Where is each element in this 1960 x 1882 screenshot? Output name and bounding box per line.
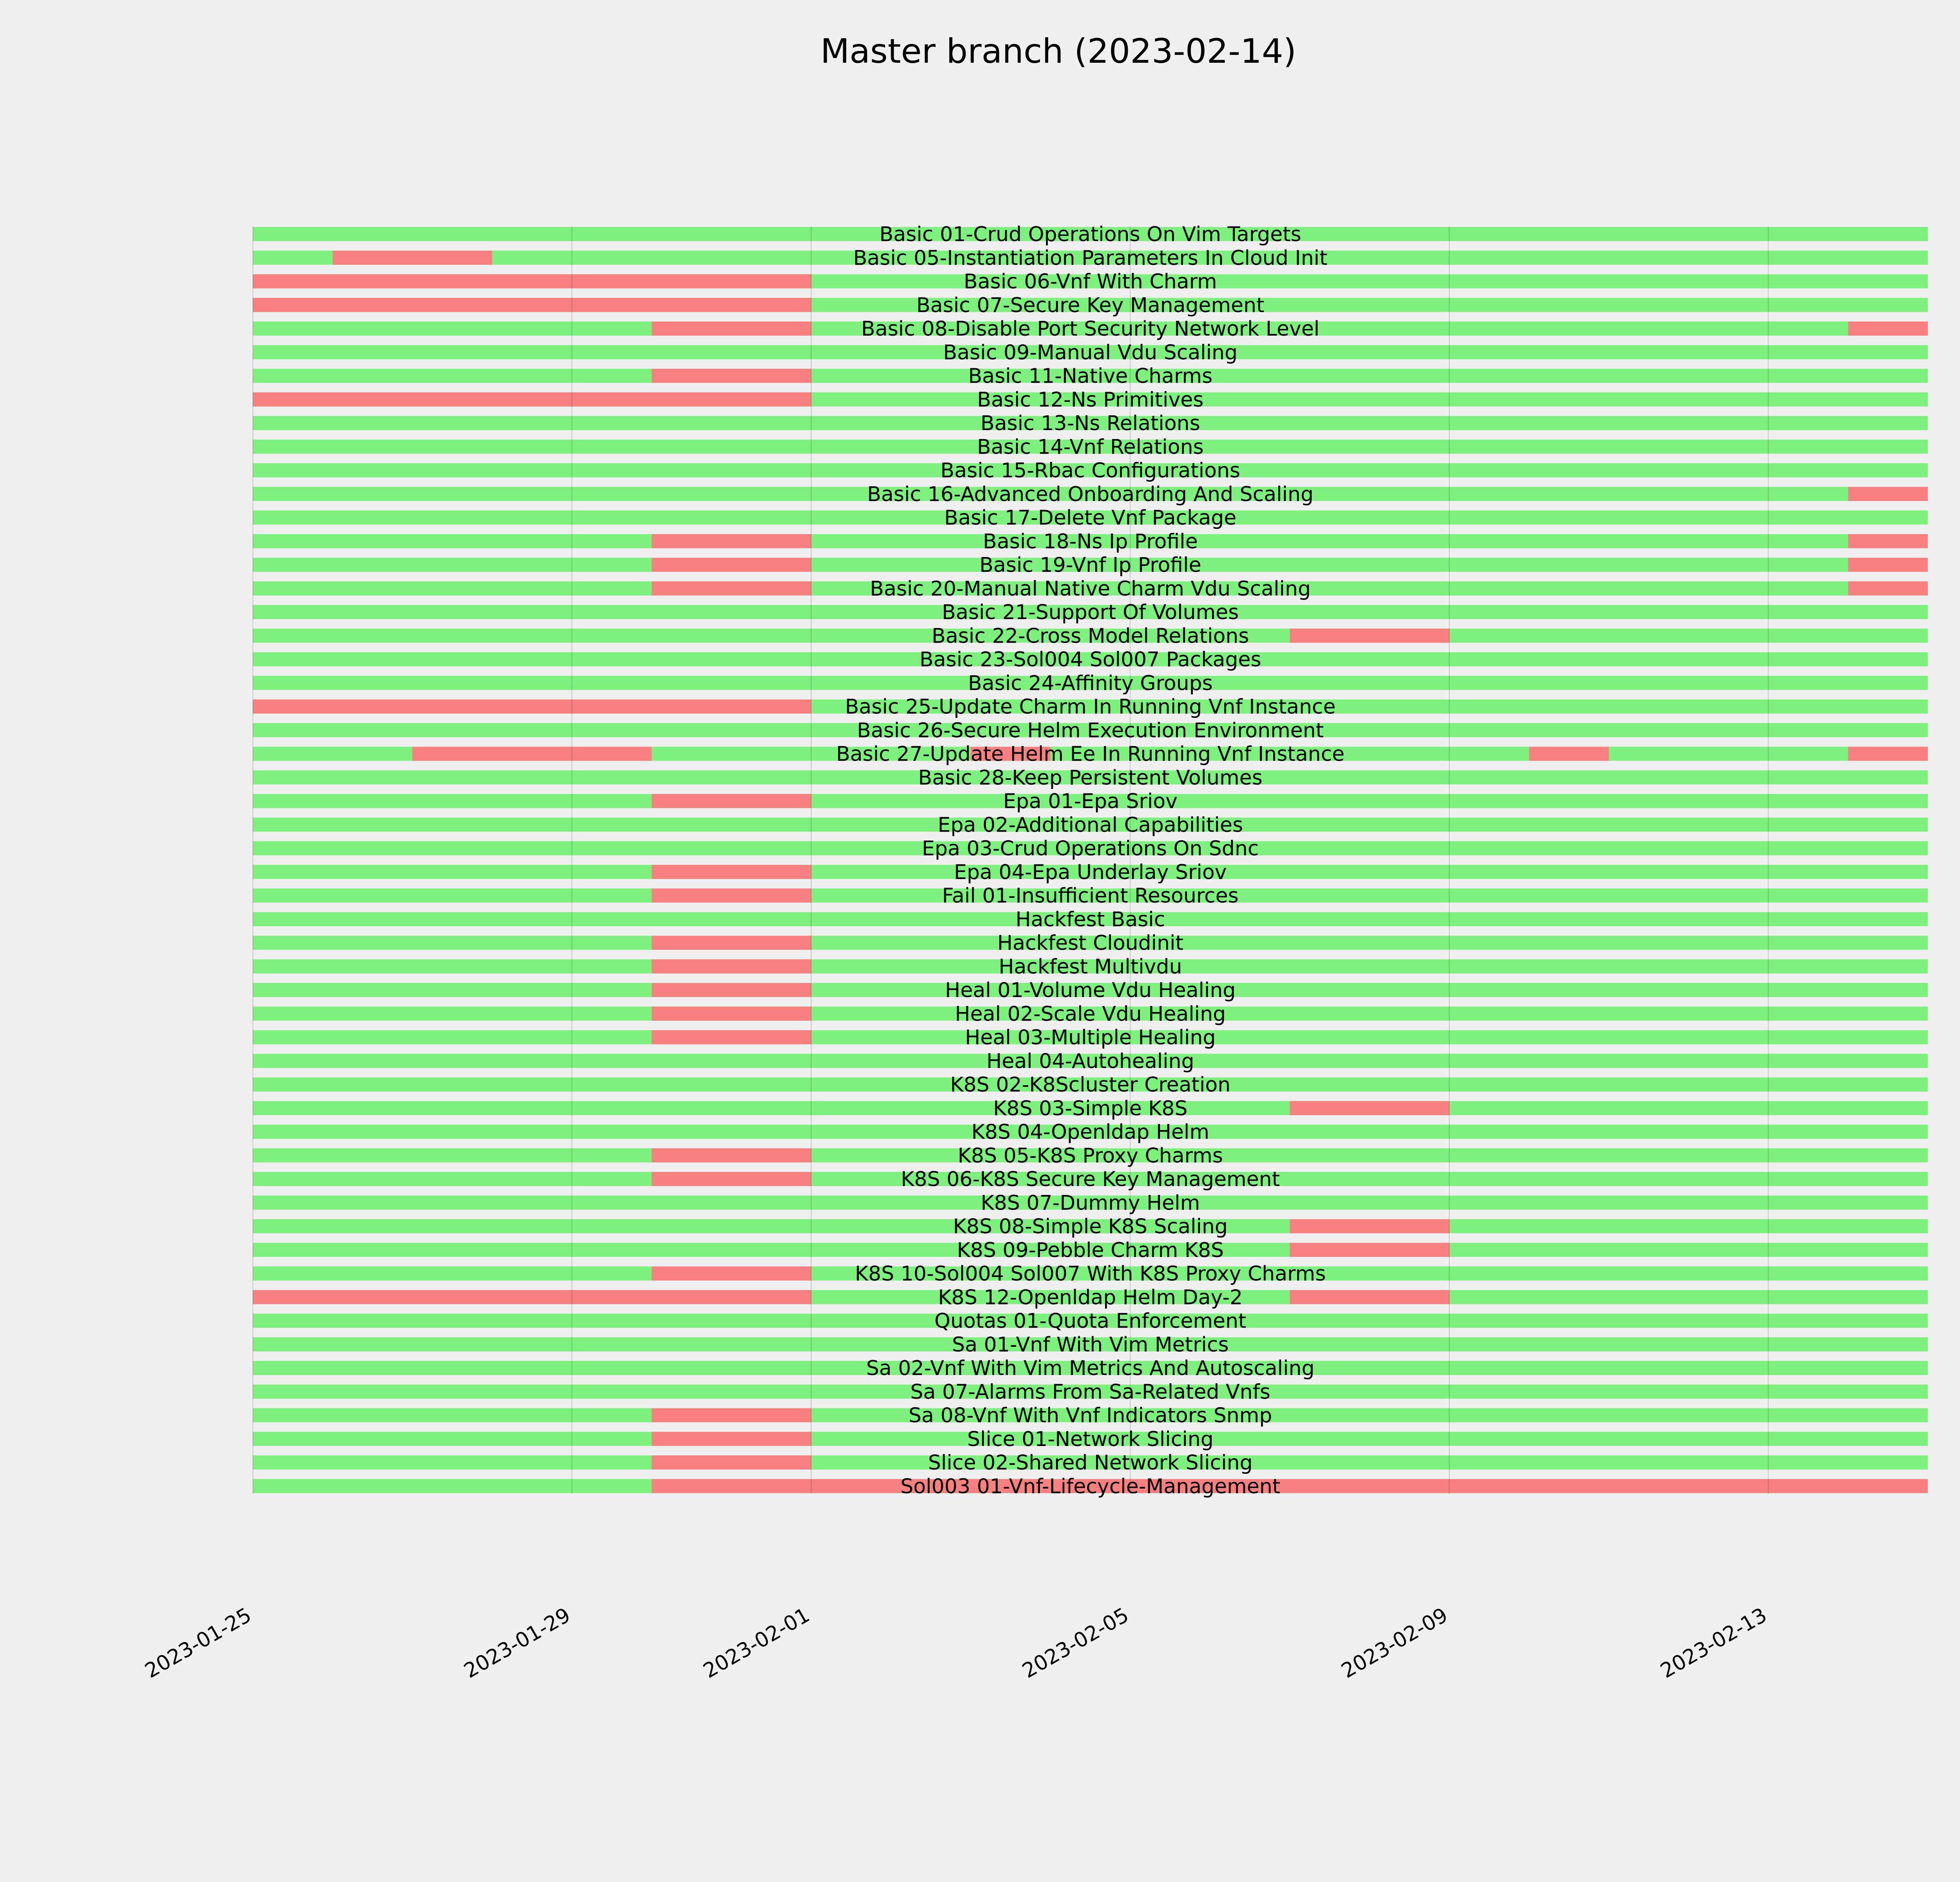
fail-bar <box>652 959 811 974</box>
fail-bar <box>652 1479 1928 1493</box>
row-label: Basic 18-Ns Ip Profile <box>983 530 1198 554</box>
row-label: Epa 04-Epa Underlay Sriov <box>954 860 1227 884</box>
fail-bar <box>253 392 811 407</box>
row-label: Basic 24-Affinity Groups <box>968 671 1213 695</box>
fail-bar <box>1848 581 1928 596</box>
row-label: Slice 01-Network Slicing <box>967 1427 1214 1451</box>
row-label: Heal 01-Volume Vdu Healing <box>945 979 1236 1002</box>
x-tick-label: 2023-02-13 <box>1656 1603 1771 1683</box>
row-label: Heal 04-Autohealing <box>986 1049 1194 1073</box>
row-label: Sol003 01-Vnf-Lifecycle-Management <box>900 1475 1281 1499</box>
row-label: K8S 04-Openldap Helm <box>971 1120 1210 1144</box>
row-label: Fail 01-Insufficient Resources <box>942 884 1239 908</box>
row-label: Basic 12-Ns Primitives <box>977 388 1204 412</box>
fail-bar <box>652 865 811 879</box>
row-label: K8S 07-Dummy Helm <box>980 1191 1200 1215</box>
row-label: Basic 16-Advanced Onboarding And Scaling <box>867 482 1314 506</box>
fail-bar <box>652 369 811 383</box>
row-label: Hackfest Multivdu <box>998 955 1182 979</box>
row-label: Basic 07-Secure Key Management <box>916 293 1265 317</box>
row-label: K8S 02-K8Scluster Creation <box>950 1073 1231 1097</box>
row-label: Basic 15-Rbac Configurations <box>940 459 1240 483</box>
fail-bar <box>652 983 811 997</box>
fail-bar <box>1290 1101 1449 1115</box>
row-label: Epa 03-Crud Operations On Sdnc <box>922 837 1259 861</box>
fail-bar <box>1290 1219 1449 1233</box>
row-label: Basic 11-Native Charms <box>968 364 1213 388</box>
row-label: Basic 08-Disable Port Security Network Level <box>861 317 1320 341</box>
row-label: Slice 02-Shared Network Slicing <box>928 1451 1253 1475</box>
row-label: Basic 13-Ns Relations <box>980 412 1200 435</box>
fail-bar <box>1290 629 1449 643</box>
row-label: K8S 09-Pebble Charm K8S <box>956 1238 1224 1262</box>
fail-bar <box>652 794 811 808</box>
row-label: Sa 02-Vnf With Vim Metrics And Autoscaling <box>866 1357 1315 1380</box>
fail-bar <box>652 558 811 572</box>
fail-bar <box>332 251 492 265</box>
x-tick-label: 2023-02-05 <box>1018 1603 1133 1683</box>
row-label: K8S 12-Openldap Helm Day-2 <box>938 1286 1243 1310</box>
row-label: K8S 03-Simple K8S <box>993 1097 1188 1121</box>
row-label: K8S 05-K8S Proxy Charms <box>958 1144 1223 1168</box>
row-label: Epa 01-Epa Sriov <box>1003 790 1178 813</box>
fail-bar <box>652 1172 811 1186</box>
fail-bar <box>253 298 811 312</box>
fail-bar <box>1848 487 1928 501</box>
fail-bar <box>652 1006 811 1021</box>
row-label: Basic 27-Update Helm Ee In Running Vnf Instance <box>836 742 1345 766</box>
fail-bar <box>1290 1243 1449 1257</box>
row-label: Basic 17-Delete Vnf Package <box>944 506 1237 530</box>
fail-bar <box>652 1266 811 1281</box>
fail-bar <box>412 747 652 761</box>
row-label: Basic 09-Manual Vdu Scaling <box>943 341 1238 365</box>
fail-bar <box>652 1432 811 1446</box>
row-label: Basic 25-Update Charm In Running Vnf Instance <box>845 695 1336 719</box>
row-label: Basic 26-Secure Helm Execution Environment <box>857 719 1324 743</box>
row-label: Basic 20-Manual Native Charm Vdu Scaling <box>870 577 1311 601</box>
fail-bar <box>652 322 811 336</box>
fail-bar <box>253 699 811 714</box>
row-label: Sa 01-Vnf With Vim Metrics <box>952 1333 1229 1357</box>
fail-bar <box>1848 558 1928 572</box>
fail-bar <box>1848 534 1928 548</box>
fail-bar <box>253 1290 811 1304</box>
fail-bar <box>1848 322 1928 336</box>
row-label: Epa 02-Additional Capabilities <box>938 813 1243 837</box>
row-label: Quotas 01-Quota Enforcement <box>934 1309 1247 1333</box>
row-label: Basic 14-Vnf Relations <box>977 435 1204 459</box>
row-label: Heal 02-Scale Vdu Healing <box>955 1002 1226 1026</box>
x-tick-label: 2023-01-25 <box>141 1603 256 1683</box>
fail-bar <box>652 1455 811 1470</box>
row-label: Hackfest Basic <box>1015 908 1165 932</box>
fail-bar <box>652 534 811 548</box>
fail-bar <box>652 888 811 903</box>
row-label: Basic 21-Support Of Volumes <box>942 601 1239 624</box>
row-label: Basic 05-Instantiation Parameters In Cloud Init <box>853 246 1328 270</box>
row-label: Basic 22-Cross Model Relations <box>931 624 1249 648</box>
row-label: K8S 10-Sol004 Sol007 With K8S Proxy Charms <box>855 1262 1326 1286</box>
row-label: Basic 23-Sol004 Sol007 Packages <box>919 648 1261 672</box>
fail-bar <box>1529 747 1609 761</box>
x-tick-label: 2023-02-01 <box>699 1603 814 1683</box>
row-label: Basic 06-Vnf With Charm <box>964 270 1217 294</box>
row-label: Hackfest Cloudinit <box>997 931 1183 955</box>
row-label: Basic 28-Keep Persistent Volumes <box>918 766 1263 790</box>
fail-bar <box>652 936 811 950</box>
chart-title: Master branch (2023-02-14) <box>820 32 1297 71</box>
x-tick-label: 2023-01-29 <box>460 1603 575 1683</box>
fail-bar <box>652 581 811 596</box>
fail-bar <box>652 1148 811 1163</box>
row-label: Heal 03-Multiple Healing <box>965 1026 1216 1050</box>
row-label: K8S 06-K8S Secure Key Management <box>900 1168 1280 1191</box>
fail-bar <box>652 1030 811 1045</box>
row-label: K8S 08-Simple K8S Scaling <box>953 1215 1228 1239</box>
row-label: Sa 07-Alarms From Sa-Related Vnfs <box>910 1380 1270 1404</box>
fail-bar <box>1290 1290 1449 1304</box>
fail-bar <box>652 1408 811 1422</box>
row-label: Basic 19-Vnf Ip Profile <box>979 553 1201 577</box>
x-tick-label: 2023-02-09 <box>1337 1603 1452 1683</box>
fail-bar <box>253 274 811 289</box>
row-label: Sa 08-Vnf With Vnf Indicators Snmp <box>908 1404 1272 1428</box>
row-label: Basic 01-Crud Operations On Vim Targets <box>879 223 1301 246</box>
fail-bar <box>1848 747 1928 761</box>
